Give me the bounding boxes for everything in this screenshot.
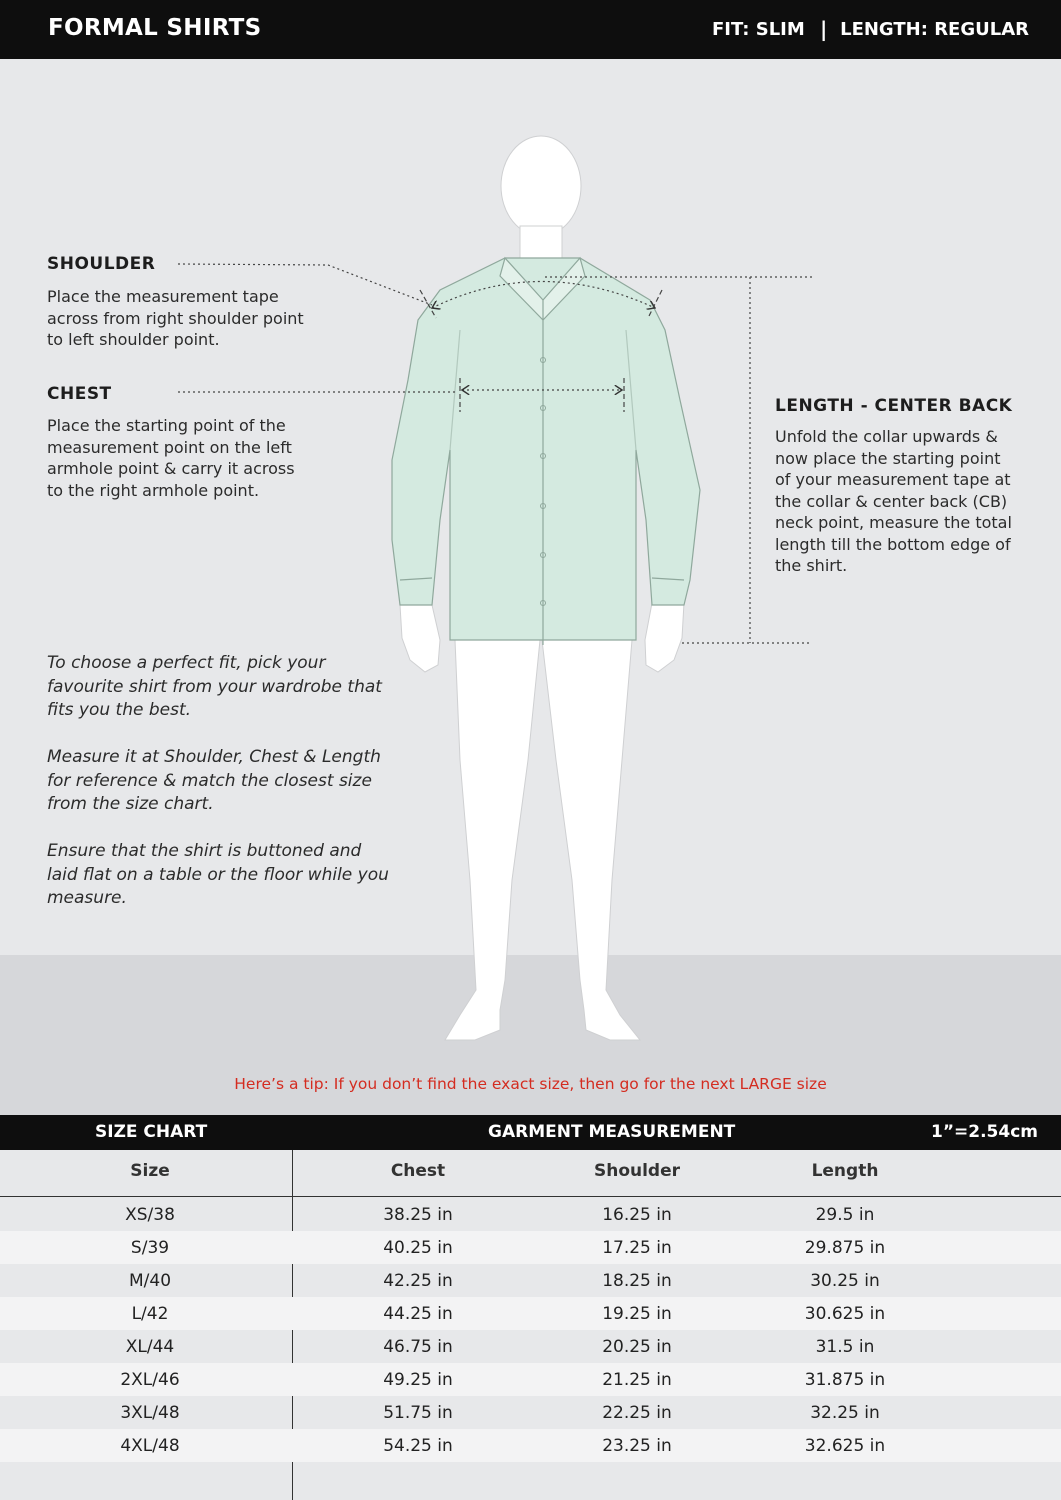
advice-paragraph-1 xyxy=(47,652,417,723)
shoulder-line: to left shoulder point. xyxy=(47,330,220,349)
size-tip: Here’s a tip: If you don’t find the exact size, then go for the next LARGE size xyxy=(234,1075,827,1093)
cell-size: XL/44 xyxy=(125,1337,175,1357)
cell-length: 31.875 in xyxy=(804,1370,886,1390)
table-row xyxy=(0,1396,1061,1429)
table-row xyxy=(0,1198,1061,1231)
cell-chest: 40.25 in xyxy=(383,1238,453,1258)
cell-size: XS/38 xyxy=(125,1205,175,1225)
length-line: now place the starting point xyxy=(775,448,1001,468)
conversion-label: 1”=2.54cm xyxy=(931,1122,1038,1142)
cell-shoulder: 23.25 in xyxy=(602,1436,672,1456)
page-title: FORMAL SHIRTS xyxy=(48,15,262,41)
cell-chest: 46.75 in xyxy=(383,1337,453,1357)
chest-line: Place the starting point of the xyxy=(47,416,286,435)
header-divider xyxy=(0,1196,1061,1197)
chest-description xyxy=(47,415,295,501)
cell-chest: 38.25 in xyxy=(383,1205,453,1225)
column-header-shoulder: Shoulder xyxy=(593,1161,681,1181)
cell-chest: 44.25 in xyxy=(383,1304,453,1324)
table-row xyxy=(0,1264,1061,1297)
cell-chest: 42.25 in xyxy=(383,1271,453,1291)
cell-shoulder: 17.25 in xyxy=(602,1238,672,1258)
cell-length: 30.25 in xyxy=(810,1271,880,1291)
advice-line: measure. xyxy=(47,888,127,908)
cell-chest: 51.75 in xyxy=(383,1403,453,1423)
column-header-length: Length xyxy=(811,1161,879,1181)
column-header-chest: Chest xyxy=(390,1161,446,1181)
fit-label: FIT: SLIM xyxy=(712,19,805,40)
length-line: Unfold the collar upwards & xyxy=(775,427,998,446)
size-table-body xyxy=(0,1198,1061,1462)
chest-line: to the right armhole point. xyxy=(47,480,260,500)
length-line: neck point, measure the total xyxy=(775,513,1012,532)
cell-length: 32.625 in xyxy=(804,1436,886,1456)
cell-length: 30.625 in xyxy=(804,1304,886,1324)
cell-shoulder: 21.25 in xyxy=(602,1370,672,1390)
column-header-size: Size xyxy=(130,1161,170,1181)
table-row xyxy=(0,1231,1061,1264)
advice-line: for reference & match the closest size xyxy=(47,770,372,791)
size-chart-label: SIZE CHART xyxy=(95,1122,208,1142)
cell-shoulder: 16.25 in xyxy=(602,1205,672,1225)
cell-length: 29.875 in xyxy=(804,1238,886,1258)
advice-line: Ensure that the shirt is buttoned and xyxy=(47,841,362,861)
advice-paragraph-2 xyxy=(47,746,417,817)
cell-shoulder: 20.25 in xyxy=(602,1337,672,1357)
cell-chest: 54.25 in xyxy=(383,1436,453,1456)
shirt-drawing xyxy=(392,258,700,645)
cell-length: 29.5 in xyxy=(815,1205,875,1225)
advice-line: laid flat on a table or the floor while you xyxy=(47,864,389,885)
cell-shoulder: 19.25 in xyxy=(602,1304,672,1324)
size-chart-header xyxy=(0,1115,1061,1150)
cell-chest: 49.25 in xyxy=(383,1370,453,1390)
cell-length: 32.25 in xyxy=(810,1403,880,1423)
length-line: length till the bottom edge of xyxy=(775,534,1011,554)
garment-measurement-label: GARMENT MEASUREMENT xyxy=(488,1122,736,1142)
length-cb-description xyxy=(775,426,1012,577)
cell-shoulder: 18.25 in xyxy=(602,1271,672,1291)
table-row xyxy=(0,1297,1061,1330)
header-separator: | xyxy=(820,17,828,41)
chest-line: armhole point & carry it across xyxy=(47,459,295,478)
advice-line: fits you the best. xyxy=(47,700,192,720)
advice-line: Measure it at Shoulder, Chest & Length xyxy=(47,747,381,767)
advice-line: favourite shirt from your wardrobe that xyxy=(47,676,382,697)
advice-line: To choose a perfect fit, pick your xyxy=(47,653,326,673)
advice-paragraph-3 xyxy=(47,840,417,911)
chest-line: measurement point on the left xyxy=(47,437,292,457)
length-line: of your measurement tape at xyxy=(775,470,1011,489)
length-cb-title: LENGTH - CENTER BACK xyxy=(775,396,1013,416)
cell-size: L/42 xyxy=(131,1304,169,1324)
cell-length: 31.5 in xyxy=(815,1337,875,1357)
cell-size: S/39 xyxy=(130,1238,170,1258)
table-row xyxy=(0,1429,1061,1462)
advice-line: from the size chart. xyxy=(47,794,214,814)
table-row xyxy=(0,1363,1061,1396)
shoulder-description xyxy=(47,286,304,351)
shoulder-line: across from right shoulder point xyxy=(47,308,304,328)
cell-size: M/40 xyxy=(128,1271,172,1291)
length-label: LENGTH: REGULAR xyxy=(840,19,1029,40)
cell-size: 2XL/46 xyxy=(120,1370,180,1390)
table-row xyxy=(0,1330,1061,1363)
shoulder-title: SHOULDER xyxy=(47,254,156,274)
length-line: the collar & center back (CB) xyxy=(775,491,1008,511)
length-line: the shirt. xyxy=(775,556,848,575)
chest-title: CHEST xyxy=(47,384,112,404)
cell-shoulder: 22.25 in xyxy=(602,1403,672,1423)
cell-size: 4XL/48 xyxy=(120,1436,180,1456)
cell-size: 3XL/48 xyxy=(120,1403,180,1423)
shoulder-line: Place the measurement tape xyxy=(47,287,279,306)
